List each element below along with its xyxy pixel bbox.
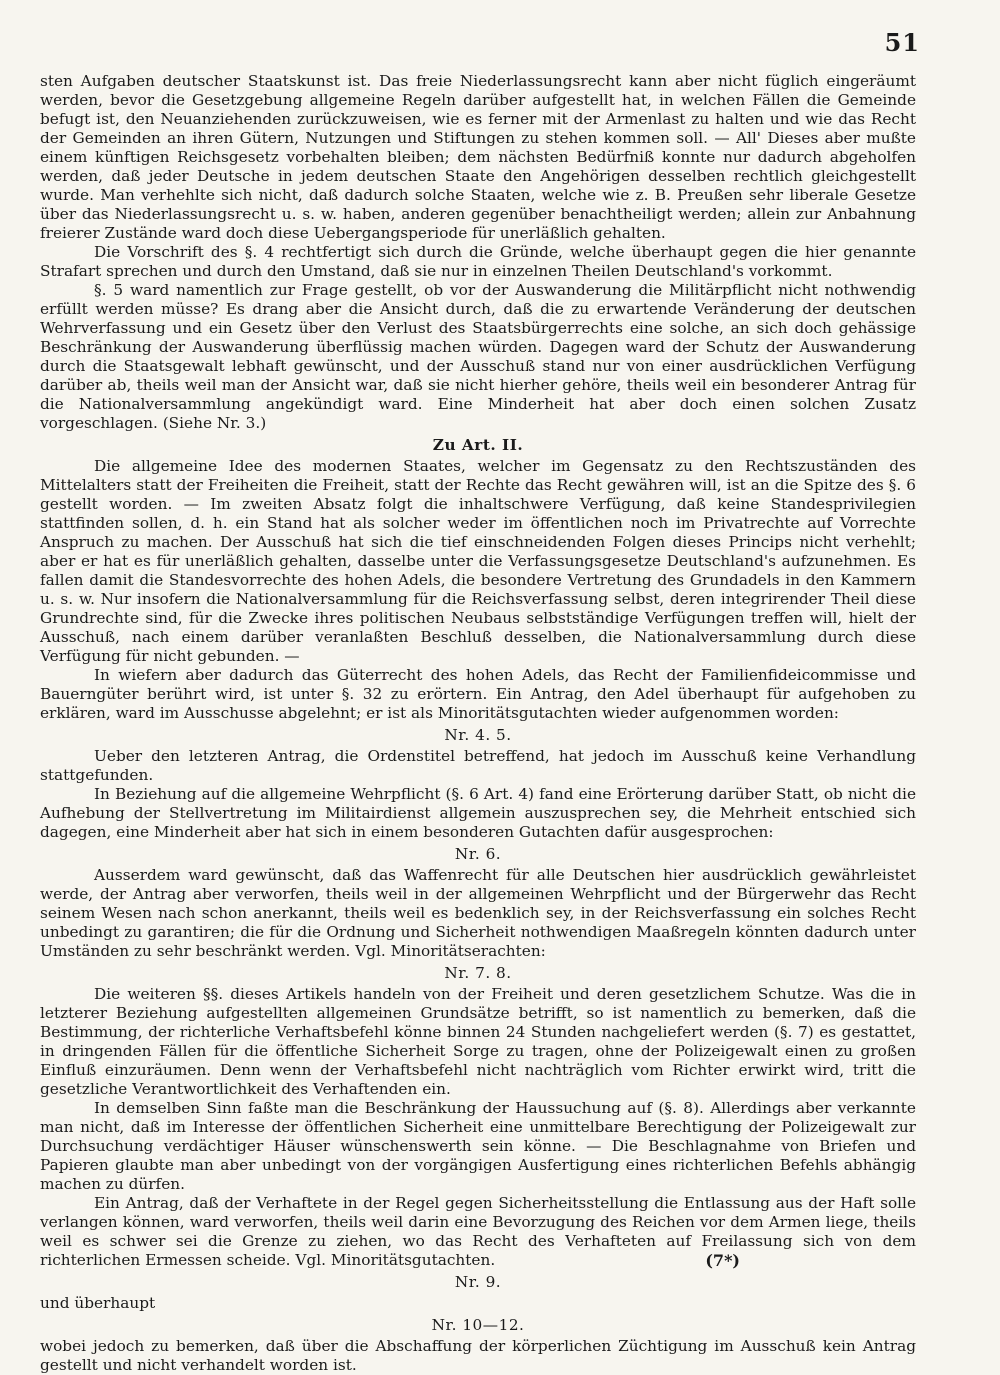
paragraph: wobei jedoch zu bemerken, daß über die Abschaffung der körperlichen Züchtigung im Ausschuß kein Antrag gestellt und nicht verhandelt worden ist. [40, 1337, 916, 1374]
section-heading: Nr. 6. [454, 845, 502, 863]
paragraph: und überhaupt [40, 1294, 156, 1312]
section-heading: Nr. 7. 8. [444, 964, 512, 982]
document-body [40, 72, 916, 1375]
paragraph: §. 5 ward namentlich zur Frage gestellt, ob vor der Auswanderung die Militärpflicht nicht nothwendig erfüllt werden müsse? Es drang aber die Ansicht durch, daß die zu erwartende Veränderung der deutschen Wehrverfassung und ein Gesetz über den Verlust des Staatsbürgerrechts eine solche, an sich doch gehässige Beschränkung der Auswanderung überflüssig machen würden. Dagegen ward der Schutz der Auswanderung durch die Staatsgewalt lebhaft gewünscht, und der Ausschuß stand nur von einer ausdrücklichen Verfügung darüber ab, theils weil man der Ansicht war, daß sie nicht hierher gehöre, theils weil ein besonderer Antrag für die Nationalversammlung angekündigt ward. Eine Minderheit hat aber doch einen solchen Zusatz vorgeschlagen. (Siehe Nr. 3.) [40, 281, 916, 432]
paragraph: In Beziehung auf die allgemeine Wehrpflicht (§. 6 Art. 4) fand eine Erörterung darüber Statt, ob nicht die Aufhebung der Stellvertretung im Militairdienst allgemein auszusprechen sey, die Mehrheit entschied sich dagegen, eine Minderheit aber hat sich in einem besonderen Gutachten dafür ausgesprochen: [40, 785, 916, 841]
paragraph: Die Vorschrift des §. 4 rechtfertigt sich durch die Gründe, welche überhaupt gegen die hier genannte Strafart sprechen und durch den Umstand, daß sie nur in einzelnen Theilen Deutschland's vorkommt. [40, 243, 916, 280]
paragraph: Die weiteren §§. dieses Artikels handeln von der Freiheit und deren gesetzlichem Schutze. Was die in letzterer Beziehung aufgestellten allgemeinen Grundsätze betrifft, so ist namentlich zu bemerken, daß die Bestimmung, der richterliche Verhaftsbefehl könne binnen 24 Stunden nachgeliefert werden (§. 7) es gestattet, in dringenden Fällen für die öffentliche Sicherheit Sorge zu tragen, ohne der Polizeigewalt einen zu großen Einfluß einzuräumen. Denn wenn der Verhaftsbefehl nicht nachträglich vom Richter erwirkt wird, tritt die gesetzliche Verantwortlichkeit des Verhaftenden ein. [40, 985, 916, 1098]
paragraph: Ein Antrag, daß der Verhaftete in der Regel gegen Sicherheitsstellung die Entlassung aus der Haft solle verlangen können, ward verworfen, theils weil darin eine Bevorzugung des Reichen vor dem Armen liege, theils weil es schwer sei die Grenze zu ziehen, wo das Recht des Verhafteten auf Freilassung sich von dem richterlichen Ermessen scheide. Vgl. Minoritätsgutachten. [40, 1194, 916, 1269]
page-number: 51 [884, 28, 920, 57]
section-heading: Nr. 4. 5. [444, 726, 512, 744]
paragraph: In wiefern aber dadurch das Güterrecht des hohen Adels, das Recht der Familienfideicommisse und Bauerngüter berührt wird, ist unter §. 32 zu erörtern. Ein Antrag, den Adel überhaupt für aufgehoben zu erklären, ward im Ausschusse abgelehnt; er ist als Minoritätsgutachten wieder aufgenommen worden: [40, 666, 916, 722]
paragraph: sten Aufgaben deutscher Staatskunst ist. Das freie Niederlassungsrecht kann aber nicht füglich eingeräumt werden, bevor die Gesetzgebung allgemeine Regeln darüber aufgestellt hat, in welchen Fällen die Gemeinde befugt ist, den Neuanziehenden zurückzuweisen, wie es ferner mit der Armenlast zu halten und wie das Recht der Gemeinden an ihren Gütern, Nutzungen und Stiftungen zu stehen kommen soll. — All' Dieses aber mußte einem künftigen Reichsgesetz vorbehalten bleiben; dem nächsten Bedürfniß konnte nur dadurch abgeholfen werden, daß jeder Deutsche in jedem deutschen Staate den Angehörigen desselben rechtlich gleichgestellt wurde. Man verhehlte sich nicht, daß dadurch solche Staaten, welche wie z. B. Preußen sehr liberale Gesetze über das Niederlassungsrecht u. s. w. haben, anderen gegenüber benachtheiligt werden; allein zur Anbahnung freierer Zustände ward doch diese Uebergangsperiode für unerläßlich gehalten. [40, 72, 916, 242]
signature-mark: (7*) [705, 1251, 740, 1270]
paragraph: Ausserdem ward gewünscht, daß das Waffenrecht für alle Deutschen hier ausdrücklich gewährleistet werde, der Antrag aber verworfen, theils weil in der allgemeinen Wehrpflicht und der Bürgerwehr das Recht seinem Wesen nach schon anerkannt, theils weil es bedenklich sey, in der Reichsverfassung ein solches Recht unbedingt zu garantiren; die für die Ordnung und Sicherheit nothwendigen Maaßregeln könnten dadurch unter Umständen zu sehr beschränkt werden. Vgl. Minoritätserachten: [40, 866, 916, 960]
paragraph: Die allgemeine Idee des modernen Staates, welcher im Gegensatz zu den Rechtszuständen des Mittelalters statt der Freiheiten die Freiheit, statt der Rechte das Recht gewähren will, ist an die Spitze des §. 6 gestellt worden. — Im zweiten Absatz folgt die inhaltschwere Verfügung, daß keine Standesprivilegien stattfinden sollen, d. h. ein Stand hat als solcher weder im öffentlichen noch im Privatrechte auf Vorrechte Anspruch zu machen. Der Ausschuß hat sich die tief einschneidenden Folgen dieses Princips nicht verhehlt; aber er hat es für unerläßlich gehalten, dasselbe unter die Verfassungsgesetze Deutschland's aufzunehmen. Es fallen damit die Standesvorrechte des hohen Adels, die besondere Vertretung des Grundadels in den Kammern u. s. w. Nur insofern die Nationalversammlung für die Reichsverfassung selbst, deren integrirender Theil diese Grundrechte sind, für die Zwecke ihres politischen Neubaus selbstständige Verfügungen treffen will, hielt der Ausschuß, nach einem darüber veranlaßten Beschluß desselben, die Nationalversammlung durch diese Verfügung für nicht gebunden. — [40, 457, 916, 665]
paragraph: Ueber den letzteren Antrag, die Ordenstitel betreffend, hat jedoch im Ausschuß keine Verhandlung stattgefunden. [40, 747, 916, 784]
section-heading: Nr. 9. [454, 1273, 502, 1291]
paragraph: In demselben Sinn faßte man die Beschränkung der Haussuchung auf (§. 8). Allerdings aber verkannte man nicht, daß im Interesse der öffentlichen Sicherheit eine unmittelbare Berechtigung der Polizeigewalt zur Durchsuchung verdächtiger Häuser wünschenswerth sein könne. — Die Beschlagnahme von Briefen und Papieren glaubte man aber unbedingt von der vorgängigen Ausfertigung eines richterlichen Befehls abhängig machen zu dürfen. [40, 1099, 916, 1193]
section-heading: Nr. 10—12. [431, 1316, 525, 1334]
section-heading: Zu Art. II. [432, 436, 524, 454]
